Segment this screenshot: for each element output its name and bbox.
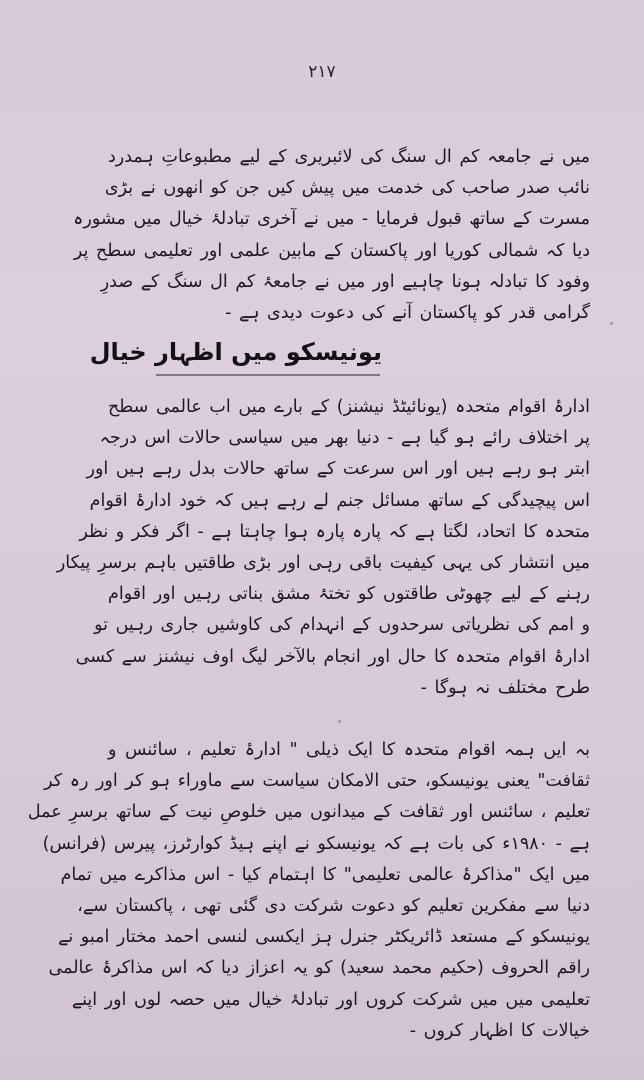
- paragraph-line: ابتر ہو رہے ہیں اور اس سرعت کے ساتھ حالات بدل رہے ہیں اور: [86, 459, 590, 480]
- paragraph-line: یونیسکو کے مستعد ڈائریکٹر جنرل ہز ایکسی لنسی احمد مختار امبو نے: [58, 927, 590, 948]
- paragraph-line: بہ ایں ہمہ اقوام متحدہ کا ایک ذیلی " ادارۂ تعلیم ، سائنس و: [108, 740, 590, 760]
- section-heading: یونیسکو میں اظہار خیال: [89, 338, 382, 366]
- paragraph-line: میں ایک "مذاکرۂ عالمی تعلیمی" کا اہتمام کیا - اس مذاکرے میں تمام: [60, 864, 590, 885]
- paper-speck: [610, 322, 613, 325]
- paragraph-line: میں انتشار کی یہی کیفیت باقی رہی اور بڑی طاقتیں باہم برسرِ پیکار: [56, 553, 590, 574]
- paragraph-line: میں نے جامعہ کم ال سنگ کی لائبریری کے لیے مطبوعاتِ ہمدرد: [108, 147, 590, 167]
- page-number: ۲۱۷: [308, 62, 336, 82]
- paragraph-line: پر اختلاف رائے ہو گیا ہے - دنیا بھر میں سیاسی حالات اس درجہ: [99, 428, 590, 449]
- paragraph-line: تعلیمی میں میں شرکت کروں اور تبادلۂ خیال میں حصہ لوں اور اپنے: [71, 989, 590, 1010]
- paper-speck: [338, 720, 341, 723]
- paragraph-3: [27, 735, 590, 1047]
- paragraph-line: نائب صدر صاحب کی خدمت میں پیش کیں جن کو انھوں نے بڑی: [104, 178, 590, 199]
- paragraph-line: دیا کہ شمالی کوریا اور پاکستان کے مابین علمی اور تعلیمی سطح پر: [73, 240, 590, 261]
- paragraph-2: [56, 392, 590, 704]
- paragraph-line: راقم الحروف (حکیم محمد سعید) کو یہ اعزاز دیا کہ اس مذاکرۂ عالمی: [48, 958, 590, 979]
- paragraph-line: ادارۂ اقوام متحدہ کا حال اور انجام بالآخر لیگ اوف نیشنز سے کسی: [75, 646, 590, 667]
- paragraph-1: [73, 142, 590, 329]
- paragraph-line: ادارۂ اقوام متحدہ (یونائیٹڈ نیشنز) کے بارے میں اب عالمی سطح: [108, 397, 590, 417]
- paragraph-line: مسرت کے ساتھ قبول فرمایا - میں نے آخری تبادلۂ خیال میں مشورہ: [73, 209, 590, 230]
- paragraph-line: ہے - ۱۹۸۰ء کی بات ہے کہ یونیسکو نے اپنے ہیڈ کوارٹرز، پیرس (فرانس): [42, 833, 590, 854]
- paragraph-line: طرح مختلف نہ ہوگا -: [420, 677, 590, 698]
- paragraph-line: رہنے کے لیے چھوٹی طاقتوں کو تختۂ مشق بناتی رہیں اور اقوام: [108, 584, 590, 605]
- paragraph-line: گرامی قدر کو پاکستان آنے کی دعوت دیدی ہے -: [225, 303, 590, 324]
- paragraph-line: خیالات کا اظہار کروں -: [409, 1020, 590, 1041]
- paragraph-line: دنیا سے مفکرین تعلیم کو دعوت شرکت دی گئی تھی ، پاکستان سے،: [77, 896, 590, 917]
- paragraph-line: ثقافت" یعنی یونیسکو، حتی الامکان سیاست سے ماوراء ہو کر اور رہ کر: [44, 771, 590, 792]
- paragraph-line: وفود کا تبادلہ ہونا چاہیے اور میں نے جامعۂ کم ال سنگ کے صدرِ: [100, 271, 590, 292]
- paragraph-line: متحدہ کا اتحاد، لگتا ہے کہ پارہ پارہ ہوا چاہتا ہے - اگر فکر و نظر: [79, 521, 590, 542]
- paragraph-line: تعلیم ، سائنس اور ثقافت کے میدانوں میں خلوصِ نیت کے ساتھ برسرِ عمل: [27, 802, 590, 823]
- paragraph-line: و امم کی نظریاتی سرحدوں کے انہدام کی کاوشیں جاری رہیں تو: [94, 615, 590, 636]
- paragraph-line: اس پیچیدگی کے ساتھ مسائل جنم لے رہے ہیں کہ خود ادارۂ اقوام: [89, 490, 590, 511]
- heading-underline: [156, 374, 380, 376]
